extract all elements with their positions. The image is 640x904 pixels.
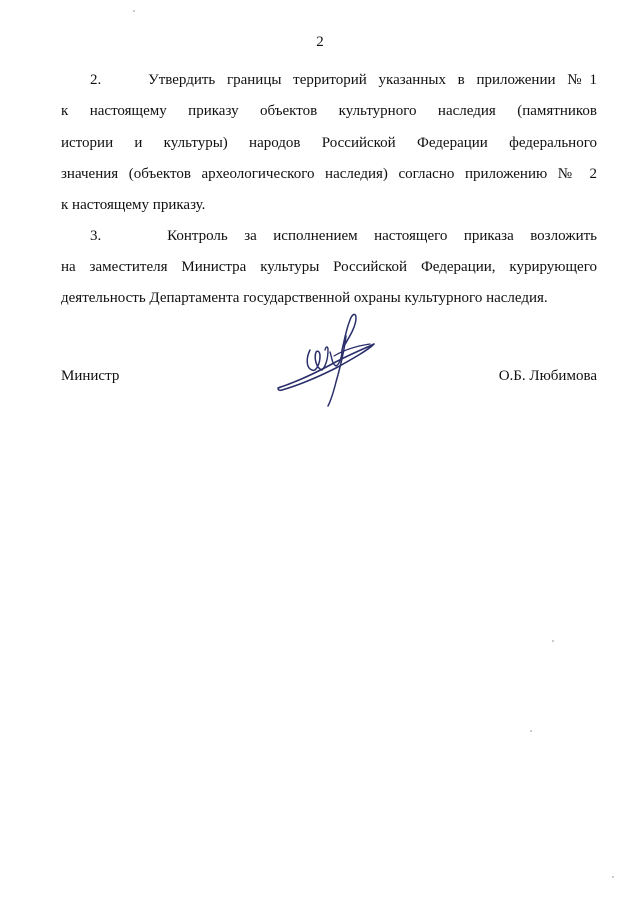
paragraph-3-line-3: деятельность Департамента государственной охраны культурного наследия. bbox=[61, 290, 548, 306]
paragraph-2-line-3: истории и культуры) народов Российской Федерации федерального bbox=[61, 135, 597, 151]
paragraph-3-line-1: 3. Контроль за исполнением настоящего приказа возложить bbox=[90, 228, 597, 244]
paragraph-2-line-5: к настоящему приказу. bbox=[61, 197, 206, 213]
paragraph-2-line-1: 2. Утвердить границы территорий указанных в приложении №1 bbox=[90, 72, 597, 88]
scan-speck bbox=[530, 730, 532, 732]
paragraph-2-line-4: значения (объектов археологического наследия) согласно приложению № 2 bbox=[61, 166, 597, 182]
scan-speck bbox=[133, 10, 135, 12]
page-number: 2 bbox=[316, 34, 324, 50]
scan-speck bbox=[552, 640, 554, 642]
scan-speck bbox=[612, 876, 614, 878]
signatory-name: О.Б. Любимова bbox=[498, 368, 597, 384]
paragraph-2-line-2: к настоящему приказу объектов культурного наследия (памятников bbox=[61, 103, 597, 119]
signatory-title: Министр bbox=[61, 368, 120, 384]
handwritten-signature bbox=[270, 306, 390, 416]
paragraph-3-line-2: на заместителя Министра культуры Российской Федерации, курирующего bbox=[61, 259, 597, 275]
